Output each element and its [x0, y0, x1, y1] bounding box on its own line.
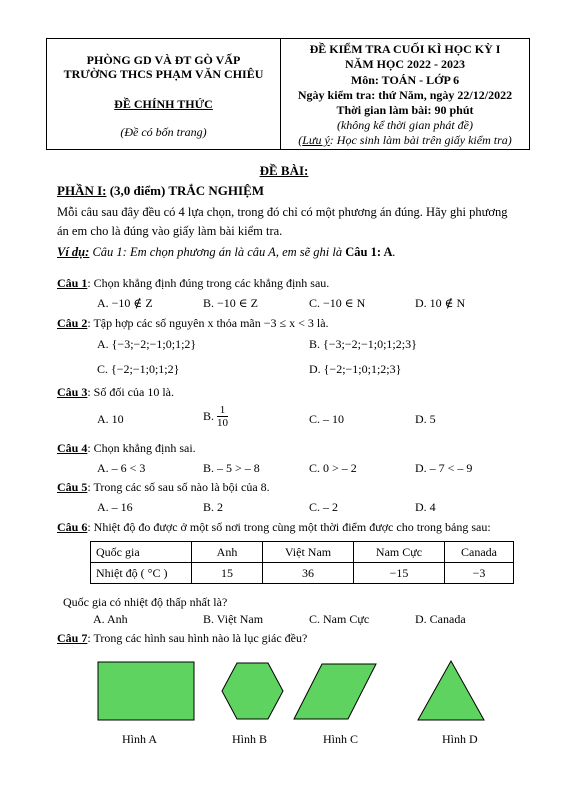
question-6 — [57, 520, 491, 535]
question-text: : Nhiệt độ đo được ở một số nơi trong cùng một thời điểm được cho trong bảng sau: — [87, 520, 491, 534]
question-text: : Chọn khẳng định sai. — [87, 441, 196, 455]
q4-option-a: A. – 6 < 3 — [97, 461, 146, 475]
q3-option-b — [203, 404, 228, 429]
exam-title: ĐỀ KIỂM TRA CUỐI KÌ HỌC KỲ I — [309, 42, 501, 56]
question-label: Câu 7 — [57, 631, 88, 645]
q6-option-c: C. Nam Cực — [309, 612, 370, 626]
temperature-table — [90, 541, 514, 584]
triangle-shape — [418, 661, 484, 720]
table-row — [91, 563, 514, 584]
q1-option-b: B. −10 ∈ Z — [203, 296, 258, 310]
table-cell: Việt Nam — [263, 542, 354, 563]
question-7 — [57, 631, 307, 646]
q6-option-d: D. Canada — [415, 612, 466, 626]
table-cell: −3 — [445, 563, 514, 584]
question-2 — [57, 316, 329, 331]
table-cell: Nam Cực — [354, 542, 445, 563]
q2-option-b: B. {−3;−2;−1;0;1;2;3} — [309, 337, 417, 351]
shape-label-b: Hình B — [232, 732, 268, 746]
table-cell: −15 — [354, 563, 445, 584]
question-text: : Trong các số sau số nào là bội của 8. — [87, 480, 270, 494]
exam-time: Thời gian làm bài: 90 phút — [336, 103, 474, 117]
q3-option-d: D. 5 — [415, 412, 436, 426]
question-label: Câu 2 — [57, 316, 88, 330]
question-label: Câu 1 — [57, 276, 88, 290]
table-cell: Quốc gia — [91, 542, 192, 563]
rectangle-shape — [98, 662, 194, 720]
q5-option-d: D. 4 — [415, 500, 436, 514]
time-note: (không kể thời gian phát đề) — [336, 118, 474, 132]
q1-option-c: C. −10 ∈ N — [309, 296, 366, 310]
part1-intro-2: án em cho là đúng vào giấy làm bài kiểm tra. — [57, 224, 283, 238]
question-3 — [57, 385, 174, 400]
question-label: Câu 6 — [57, 520, 88, 534]
table-cell: 15 — [192, 563, 263, 584]
part1-label: PHẦN I: — [57, 183, 107, 198]
fraction — [217, 404, 228, 429]
fraction-numerator: 1 — [217, 404, 228, 417]
exam-header — [46, 38, 530, 150]
q4-option-d: D. – 7 < – 9 — [415, 461, 473, 475]
q3-option-a: A. 10 — [97, 412, 124, 426]
school-year: NĂM HỌC 2022 - 2023 — [345, 57, 465, 71]
school-name: TRƯỜNG THCS PHẠM VĂN CHIÊU — [63, 67, 264, 81]
question-text: : Số đối của 10 là. — [87, 385, 174, 399]
parallelogram-shape — [294, 664, 376, 719]
exam-date: Ngày kiểm tra: thứ Năm, ngày 22/12/2022 — [297, 88, 513, 102]
part1-intro-1: Mỗi câu sau đây đều có 4 lựa chọn, trong đó chỉ có một phương án đúng. Hãy ghi phương — [57, 205, 508, 219]
hexagon-shape — [222, 663, 283, 719]
q1-option-a: A. −10 ∉ Z — [97, 296, 153, 310]
q6-option-b: B. Việt Nam — [203, 612, 264, 626]
example-text: Câu 1: Em chọn phương án là câu A, em sẽ ghi là — [89, 245, 346, 259]
shape-label-a: Hình A — [122, 732, 158, 746]
part1-label-rest: (3,0 điểm) TRẮC NGHIỆM — [106, 183, 265, 198]
table-cell: Canada — [445, 542, 514, 563]
question-label: Câu 4 — [57, 441, 88, 455]
q5-option-b: B. 2 — [203, 500, 224, 514]
question-text: : Tập hợp các số nguyên x thỏa mãn −3 ≤ x < 3 là. — [87, 316, 329, 330]
table-cell: Anh — [192, 542, 263, 563]
table-cell: 36 — [263, 563, 354, 584]
header-right — [281, 39, 529, 149]
q5-option-a: A. – 16 — [97, 500, 133, 514]
q2-option-d: D. {−2;−1;0;1;2;3} — [309, 362, 402, 376]
header-left — [47, 39, 281, 149]
question-text: : Chọn khẳng định đúng trong các khẳng định sau. — [87, 276, 330, 290]
shape-label-d: Hình D — [442, 732, 478, 746]
q5-option-c: C. – 2 — [309, 500, 339, 514]
question-5 — [57, 480, 270, 495]
dept-name: PHÒNG GD VÀ ĐT GÒ VẤP — [86, 53, 241, 67]
q3-option-c: C. – 10 — [309, 412, 345, 426]
fraction-denominator: 10 — [217, 417, 229, 429]
page-title: ĐỀ BÀI: — [259, 163, 309, 178]
q2-option-a: A. {−3;−2;−1;0;1;2} — [97, 337, 197, 351]
example-end: . — [392, 245, 396, 259]
student-note — [281, 133, 529, 148]
question-label: Câu 5 — [57, 480, 88, 494]
q1-option-d: D. 10 ∉ N — [415, 296, 466, 310]
question-label: Câu 3 — [57, 385, 88, 399]
subject: Môn: TOÁN - LỚP 6 — [350, 73, 460, 87]
note-open: ( — [298, 133, 303, 147]
note-text: : Học sinh làm bài trên giấy kiểm tra) — [329, 133, 512, 147]
question-1 — [57, 276, 329, 291]
table-row — [91, 542, 514, 563]
pages-note: (Đề có bốn trang) — [120, 125, 207, 139]
table-cell: Nhiệt độ ( °C ) — [91, 563, 192, 584]
q4-option-b: B. – 5 > – 8 — [203, 461, 260, 475]
q6-option-a: A. Anh — [93, 612, 128, 626]
q2-option-c: C. {−2;−1;0;1;2} — [97, 362, 180, 376]
official-label: ĐỀ CHÍNH THỨC — [114, 97, 213, 111]
example-answer: Câu 1: A — [345, 245, 393, 259]
note-label: Lưu ý — [302, 133, 330, 147]
q3-option-b-letter: B. — [203, 409, 215, 423]
shape-label-c: Hình C — [323, 732, 359, 746]
q6-question: Quốc gia có nhiệt độ thấp nhất là? — [63, 595, 228, 609]
example-label: Ví dụ: — [57, 245, 90, 259]
shapes-figure — [0, 650, 568, 730]
question-4 — [57, 441, 196, 456]
q4-option-c: C. 0 > – 2 — [309, 461, 357, 475]
part1-heading — [57, 183, 264, 199]
example-line — [57, 245, 396, 260]
question-text: : Trong các hình sau hình nào là lục giác đều? — [87, 631, 308, 645]
